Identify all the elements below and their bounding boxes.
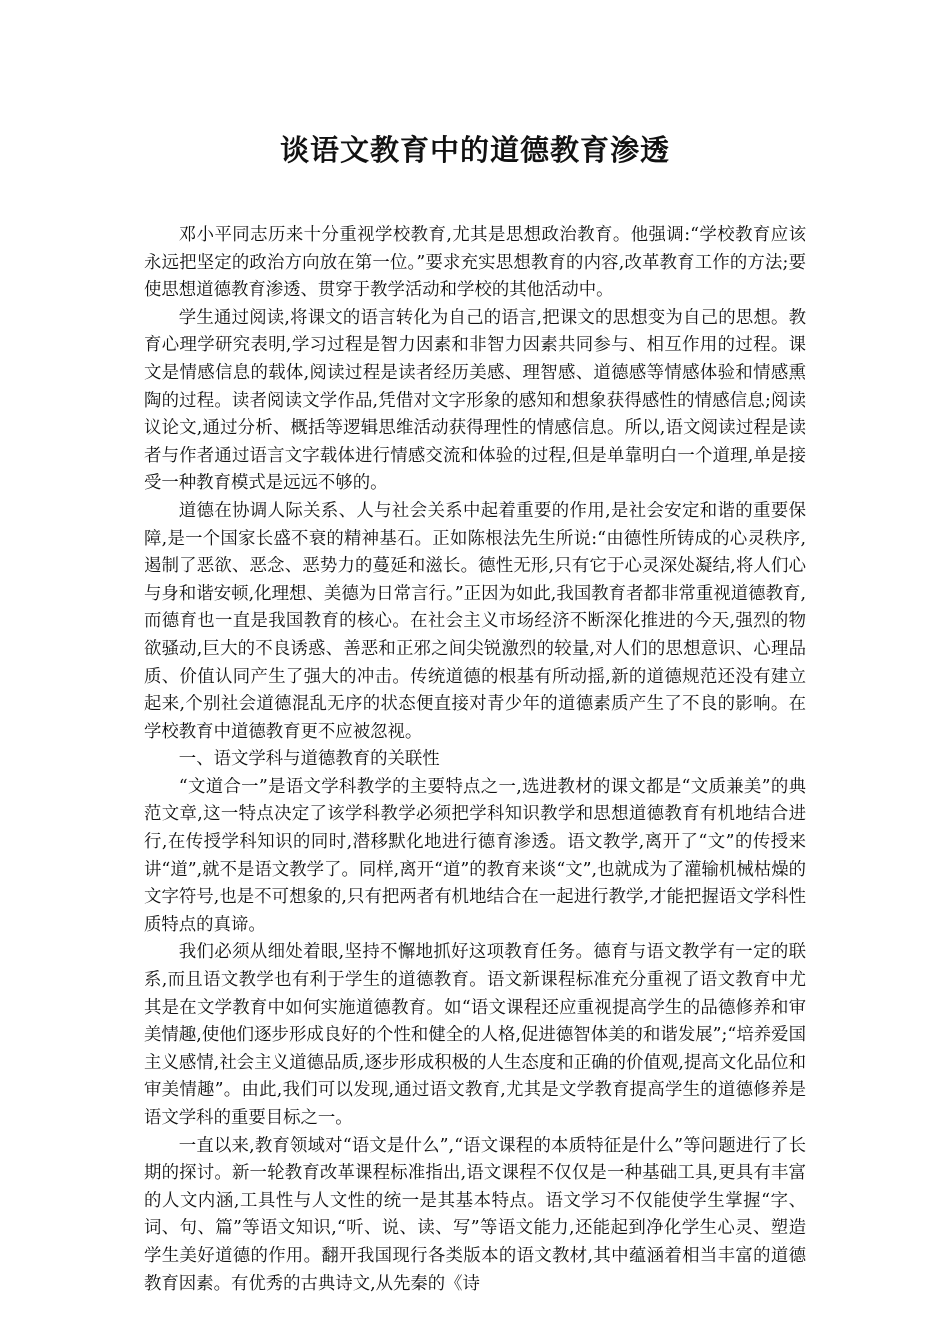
paragraph-4: “文道合一”是语文学科教学的主要特点之一,选进教材的课文都是“文质兼美”的典范文章,这一特点决定了该学科教学必须把学科知识教学和思想道德教育有机地结合进行,在传授学科知识的同时,潜移默化地进行德育渗透。语文教学,离开了“文”的传授来讲“道”,就不是语文教学了。同样,离开“道”的教育来谈“文”,也就成为了灌输机械枯燥的文字符号,也是不可想象的,只有把两者有机地结合在一起进行教学,才能把握语文学科性质特点的真谛。	[144, 776, 806, 935]
section-heading-1: 一、语文学科与道德教育的关联性	[178, 749, 440, 770]
document-body	[144, 222, 806, 1298]
paragraph-2: 学生通过阅读,将课文的语言转化为自己的语言,把课文的思想变为自己的思想。教育心理学研究表明,学习过程是智力因素和非智力因素共同参与、相互作用的过程。课文是情感信息的载体,阅读过程是读者经历美感、理智感、道德感等情感体验和情感熏陶的过程。读者阅读文学作品,凭借对文字形象的感知和想象获得感性的情感信息;阅读议论文,通过分析、概括等逻辑思维活动获得理性的情感信息。所以,语文阅读过程是读者与作者通过语言文字载体进行情感交流和体验的过程,但是单靠明白一个道理,单是接受一种教育模式是远远不够的。	[144, 307, 806, 494]
document-title: 谈语文教育中的道德教育渗透	[279, 133, 670, 167]
paragraph-3: 道德在协调人际关系、人与社会关系中起着重要的作用,是社会安定和谐的重要保障,是一个国家长盛不衰的精神基石。正如陈根法先生所说:“由德性所铸成的心灵秩序,遏制了恶欲、恶念、恶势力的蔓延和滋长。德性无形,只有它于心灵深处凝结,将人们心与身和谐安顿,化理想、美德为日常言行。”正因为如此,我国教育者都非常重视道德教育,而德育也一直是我国教育的核心。在社会主义市场经济不断深化推进的今天,强烈的物欲骚动,巨大的不良诱惑、善恶和正邪之间尖锐激烈的较量,对人们的思想意识、心理品质、价值认同产生了强大的冲击。传统道德的根基有所动摇,新的道德规范还没有建立起来,个别社会道德混乱无序的状态便直接对青少年的道德素质产生了不良的影响。在学校教育中道德教育更不应被忽视。	[144, 500, 806, 742]
paragraph-5: 我们必须从细处着眼,坚持不懈地抓好这项教育任务。德育与语文教学有一定的联系,而且语文教学也有利于学生的道德教育。语文新课程标准充分重视了语文教育中尤其是在文学教育中如何实施道德教育。如“语文课程还应重视提高学生的品德修养和审美情趣,使他们逐步形成良好的个性和健全的人格,促进德智体美的和谐发展”;“培养爱国主义感情,社会主义道德品质,逐步形成积极的人生态度和正确的价值观,提高文化品位和审美情趣”。由此,我们可以发现,通过语文教育,尤其是文学教育提高学生的道德修养是语文学科的重要目标之一。	[144, 942, 806, 1128]
paragraph-1: 邓小平同志历来十分重视学校教育,尤其是思想政治教育。他强调:“学校教育应该永远把坚定的政治方向放在第一位。”要求充实思想教育的内容,改革教育工作的方法;要使思想道德教育渗透、贯穿于教学活动和学校的其他活动中。	[144, 225, 806, 301]
paragraph-6: 一直以来,教育领域对“语文是什么”,“语文课程的本质特征是什么”等问题进行了长期的探讨。新一轮教育改革课程标准指出,语文课程不仅仅是一种基础工具,更具有丰富的人文内涵,工具性与人文性的统一是其基本特点。语文学习不仅能使学生掌握“字、词、句、篇”等语文知识,“听、说、读、写”等语文能力,还能起到净化学生心灵、塑造学生美好道德的作用。翻开我国现行各类版本的语文教材,其中蕴涵着相当丰富的道德教育因素。有优秀的古典诗文,从先秦的《诗	[144, 1135, 806, 1294]
